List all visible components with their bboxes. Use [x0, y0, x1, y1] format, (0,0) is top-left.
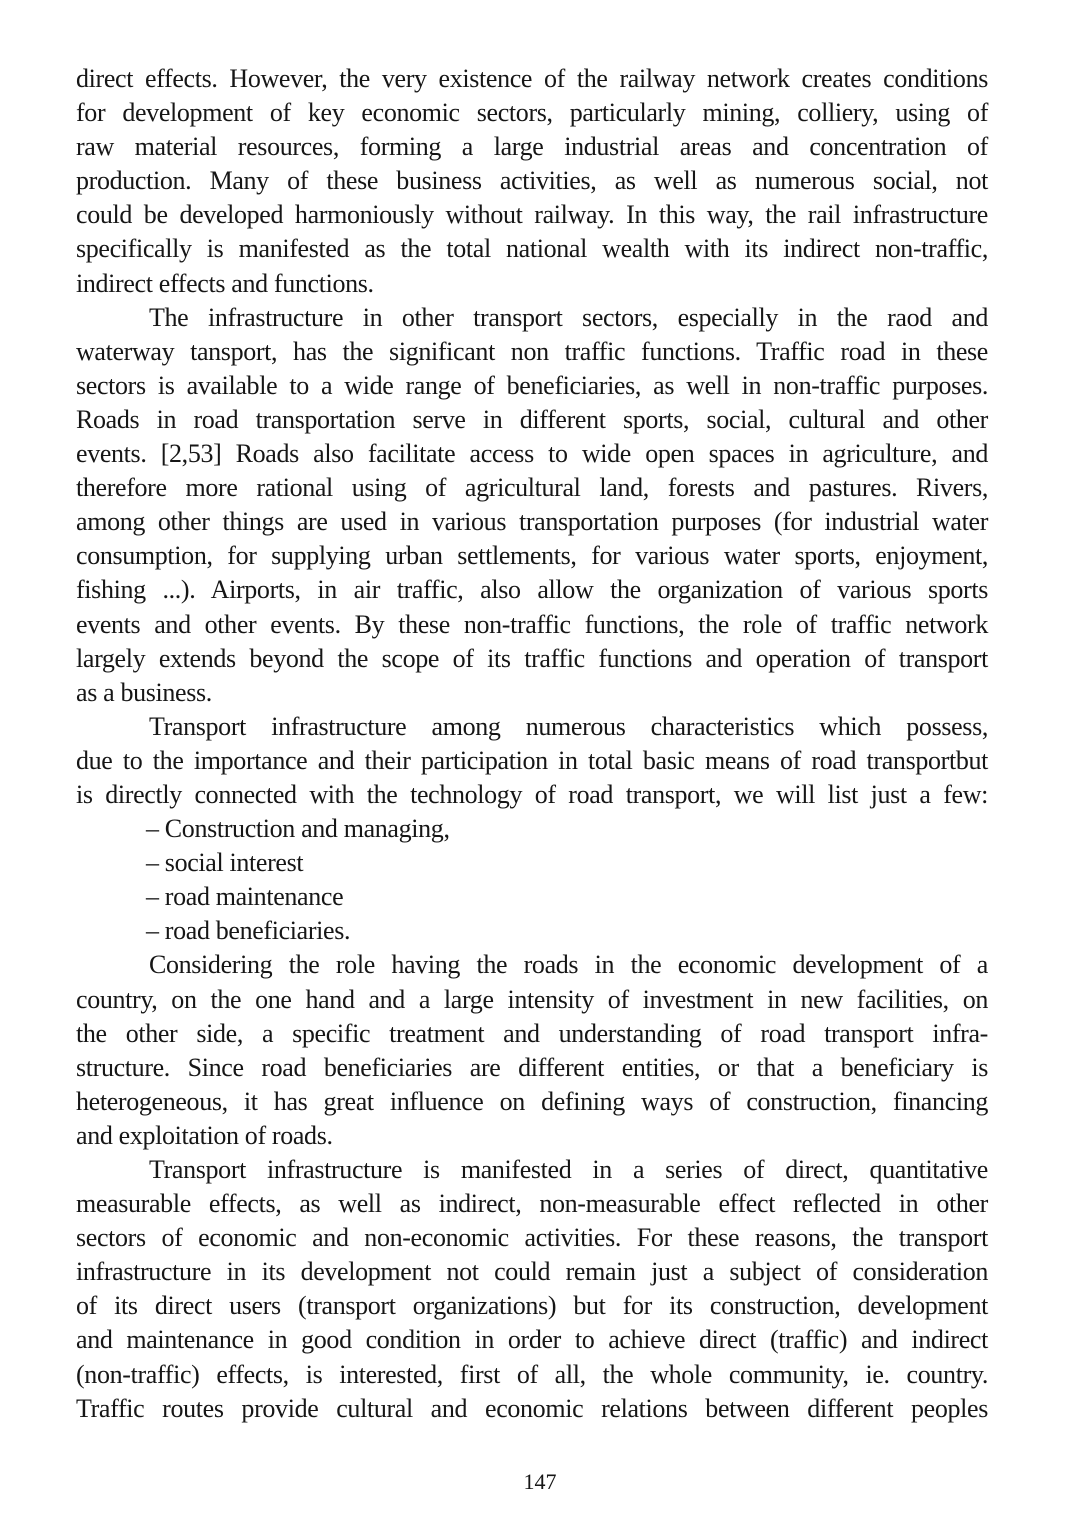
text-line: as a business. [76, 677, 212, 707]
text-line: heterogeneous, it has great influence on defining ways of construction, financing [76, 1086, 988, 1116]
paragraph-direct-indirect-effects [76, 1153, 988, 1426]
text-line: could be developed harmoniously without railway. In this way, the rail infrastructure [76, 200, 988, 230]
list-item: – Construction and managing, [146, 814, 450, 844]
text-line: measurable effects, as well as indirect, non-measurable effect reflected in other [76, 1189, 988, 1219]
text-line: structure. Since road beneficiaries are different entities, or that a beneficiary is [76, 1052, 988, 1082]
text-line: raw material resources, forming a large industrial areas and concentration of [76, 132, 988, 162]
text-line: therefore more rational using of agricultural land, forests and pastures. Rivers, [76, 473, 988, 503]
list-item: – social interest [146, 848, 304, 878]
text-line: indirect effects and functions. [76, 268, 374, 298]
text-line: The infrastructure in other transport sectors, especially in the raod and [149, 302, 988, 332]
text-line: waterway tansport, has the significant non traffic functions. Traffic road in these [76, 336, 988, 366]
paragraph-non-traffic-functions [76, 301, 988, 710]
text-line: of its direct users (transport organizations) but for its construction, development [76, 1291, 988, 1321]
paragraph-railway-effects [76, 62, 988, 301]
text-line: sectors is available to a wide range of beneficiaries, as well in non-traffic purposes. [76, 370, 988, 400]
text-line: sectors of economic and non-economic activities. For these reasons, the transport [76, 1223, 988, 1253]
text-line: due to the importance and their participation in total basic means of road transportbut [76, 745, 988, 775]
text-line: Roads in road transportation serve in different sports, social, cultural and other [76, 404, 988, 434]
list-item: – road maintenance [146, 882, 344, 912]
paragraph-role-of-roads [76, 948, 988, 1153]
text-line: Transport infrastructure is manifested in a series of direct, quantitative [149, 1155, 988, 1184]
text-line: Transport infrastructure among numerous characteristics which possess, [149, 711, 988, 741]
text-line: direct effects. However, the very existence of the railway network creates conditions [76, 64, 988, 93]
text-line: infrastructure in its development not could remain just a subject of consideration [76, 1257, 988, 1287]
text-line: Considering the role having the roads in the economic development of a [149, 950, 988, 980]
text-line: (non-traffic) effects, is interested, first of all, the whole community, ie. country. [76, 1359, 988, 1389]
text-line: the other side, a specific treatment and understanding of road transport infra- [76, 1018, 988, 1048]
page-body [76, 62, 988, 1426]
text-line: events and other events. By these non-traffic functions, the role of traffic network [76, 609, 988, 639]
text-line: events. [2,53] Roads also facilitate access to wide open spaces in agriculture, and [76, 439, 988, 469]
text-line: among other things are used in various transportation purposes (for industrial water [76, 507, 988, 537]
text-line: and exploitation of roads. [76, 1120, 333, 1150]
text-line: specifically is manifested as the total national wealth with its indirect non-traffic, [76, 234, 988, 264]
text-line: largely extends beyond the scope of its traffic functions and operation of transport [76, 643, 988, 673]
text-line: and maintenance in good condition in order to achieve direct (traffic) and indirect [76, 1325, 988, 1355]
characteristics-list [76, 812, 988, 948]
text-line: country, on the one hand and a large intensity of investment in new facilities, on [76, 984, 988, 1014]
page-number: 147 [523, 1469, 557, 1494]
list-item: – road beneficiaries. [146, 916, 351, 946]
text-line: consumption, for supplying urban settlements, for various water sports, enjoyment, [76, 541, 988, 571]
text-line: Traffic routes provide cultural and economic relations between different peoples [76, 1393, 988, 1423]
text-line: production. Many of these business activities, as well as numerous social, not [76, 166, 988, 196]
text-line: fishing ...). Airports, in air traffic, also allow the organization of various sports [76, 575, 988, 605]
text-line: is directly connected with the technology of road transport, we will list just a few: [76, 779, 988, 809]
paragraph-characteristics [76, 710, 988, 812]
text-line: for development of key economic sectors, particularly mining, colliery, using of [76, 98, 988, 128]
